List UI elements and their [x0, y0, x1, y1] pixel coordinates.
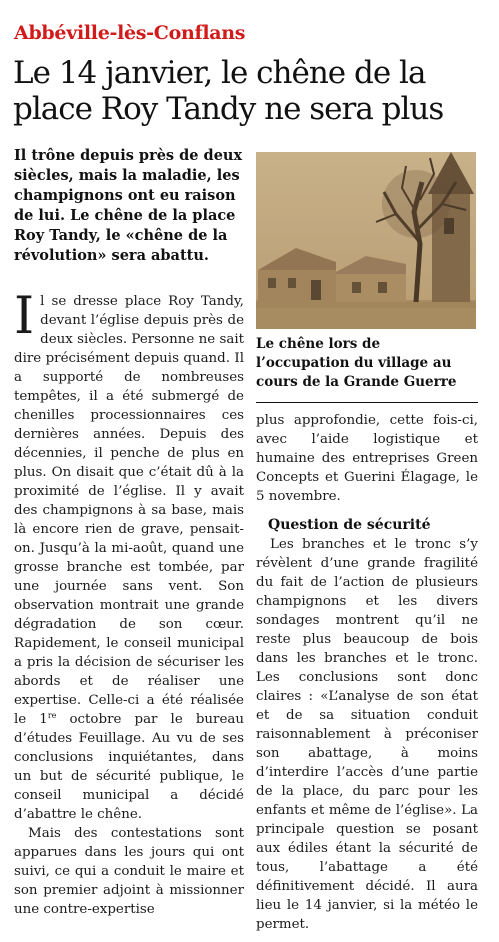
drop-cap: I	[14, 287, 35, 346]
article-lead: Il trône depuis près de deux siècles, mais la maladie, les champignons ont eu raison de lui. Le chêne de la place Roy Tandy, le «chêne de la révolution» sera abattu.	[14, 147, 243, 264]
article-kicker: Abbéville-lès-Conflans	[14, 22, 246, 44]
oak-photo-illustration	[256, 152, 476, 329]
section-subheading: Question de sécurité	[268, 517, 431, 533]
article-headline: Le 14 janvier, le chêne de la place Roy Tandy ne sera plus	[13, 55, 444, 127]
caption-divider	[256, 402, 478, 403]
body-paragraph: Les branches et le tronc s’y révèlent d’une grande fragilité du fait de l’action de plusieurs champignons et les divers sondages montrent qu’il ne reste plus beaucoup de bois dans les branches et le tronc. Les conclusions sont donc claires : «L’analyse de son état et de sa situation conduit raisonnablement à préconiser son abattage, à moins d’interdire l’accès d’une partie de la place, du parc pour les enfants et même de l’église». La principale question se posant aux édiles étant la sécurité de tous, l’abattage a été définitivement décidé. Il aura lieu le 14 janvier, si la météo le permet.	[256, 537, 478, 932]
article-column-1	[14, 287, 244, 919]
body-text: l se dresse place Roy Tandy, devant l’église depuis près de deux siècles. Personne ne sait dire précisément depuis quand. Il a supporté de nombreuses tempêtes, il a été submergé de chenilles processionnaires ces dernières années. Depuis des décennies, il penche de plus en plus. On disait que c’était dû à la proximité de l’église. Il y avait des champignons à sa base, mais là encore rien de grave, pensait-on. Jusqu’à la mi-août, quand une grosse branche est tombée, par une journée sans vent. Son observation montrait une grande dégradation de son cœur. Rapidement, le conseil municipal a pris la décision de sécuriser les abords et de réaliser une expertise. Celle-ci a été réalisée le 1	[14, 294, 244, 727]
body-text: octobre par le bureau d’études Feuillage. Au vu de ses conclusions inquiétantes, dans un but de sécurité publique, le conseil municipal a décidé d’abattre le chêne.	[14, 712, 244, 822]
body-paragraph: plus approfondie, cette fois-ci, avec l’aide logistique et humaine des entreprises Green Concepts et Guerini Élagage, le 5 novembre.	[256, 413, 478, 504]
ordinal-suffix: re	[47, 711, 57, 720]
photo-caption: Le chêne lors de l’occupation du village au cours de la Grande Guerre	[256, 336, 457, 390]
article-column-2	[256, 411, 478, 934]
body-paragraph: Mais des contestations sont apparues dans les jours qui ont suivi, ce qui a conduit le maire et son premier adjoint à missionner une contre-expertise	[14, 826, 244, 917]
body-paragraph	[14, 287, 244, 824]
article-photo	[256, 152, 476, 329]
